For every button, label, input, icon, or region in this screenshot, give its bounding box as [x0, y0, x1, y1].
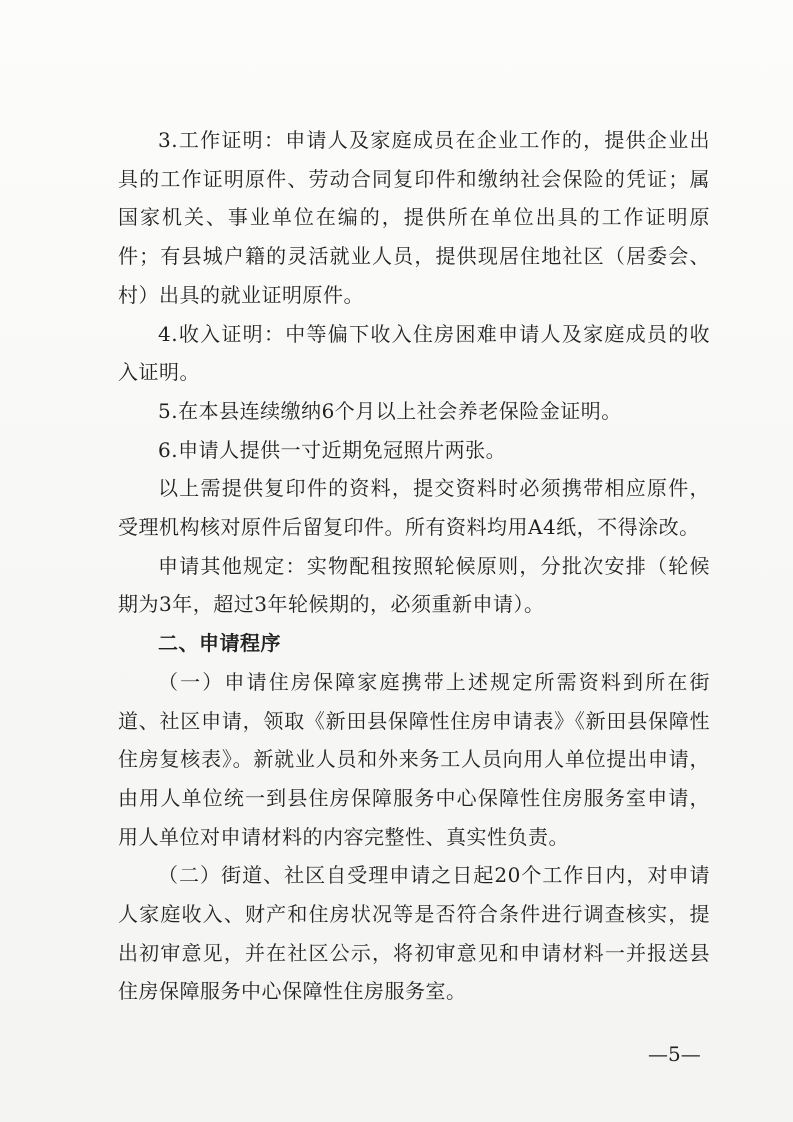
- paragraph-other-rules: 申请其他规定：实物配租按照轮候原则，分批次安排（轮候期为3年，超过3年轮候期的，必须重新申请）。: [118, 553, 710, 617]
- paragraph-pension-certificate: 5.在本县连续缴纳6个月以上社会养老保险金证明。: [158, 398, 622, 423]
- document-body: [118, 121, 710, 1011]
- paragraph-procedure-step-1: （一）申请住房保障家庭携带上述规定所需资料到所在街道、社区申请，领取《新田县保障性住房申请表》《新田县保障性住房复核表》。新就业人员和外来务工人员向用人单位提出申请，由用人单位统一到县住房保障服务中心保障性住房服务室申请，用人单位对申请材料的内容完整性、真实性负责。: [118, 669, 710, 849]
- paragraph-work-certificate: 3.工作证明：申请人及家庭成员在企业工作的，提供企业出具的工作证明原件、劳动合同复印件和缴纳社会保险的凭证；属国家机关、事业单位在编的，提供所在单位出具的工作证明原件；有县城户籍的灵活就业人员，提供现居住地社区（居委会、村）出具的就业证明原件。: [118, 128, 710, 307]
- paragraph-procedure-step-2: （二）街道、社区自受理申请之日起20个工作日内，对申请人家庭收入、财产和住房状况等是否符合条件进行调查核实，提出初审意见，并在社区公示，将初审意见和申请材料一并报送县住房保障服务中心保障性住房服务室。: [118, 863, 710, 1004]
- section-heading-application-procedure: 二、申请程序: [158, 631, 281, 656]
- paragraph-copy-requirements: 以上需提供复印件的资料，提交资料时必须携带相应原件，受理机构核对原件后留复印件。所有资料均用A4纸，不得涂改。: [118, 476, 710, 540]
- paragraph-photo-requirement: 6.申请人提供一寸近期免冠照片两张。: [158, 437, 507, 462]
- paragraph-income-certificate: 4.收入证明：中等偏下收入住房困难申请人及家庭成员的收入证明。: [118, 321, 710, 385]
- page-number: —5—: [648, 1042, 701, 1066]
